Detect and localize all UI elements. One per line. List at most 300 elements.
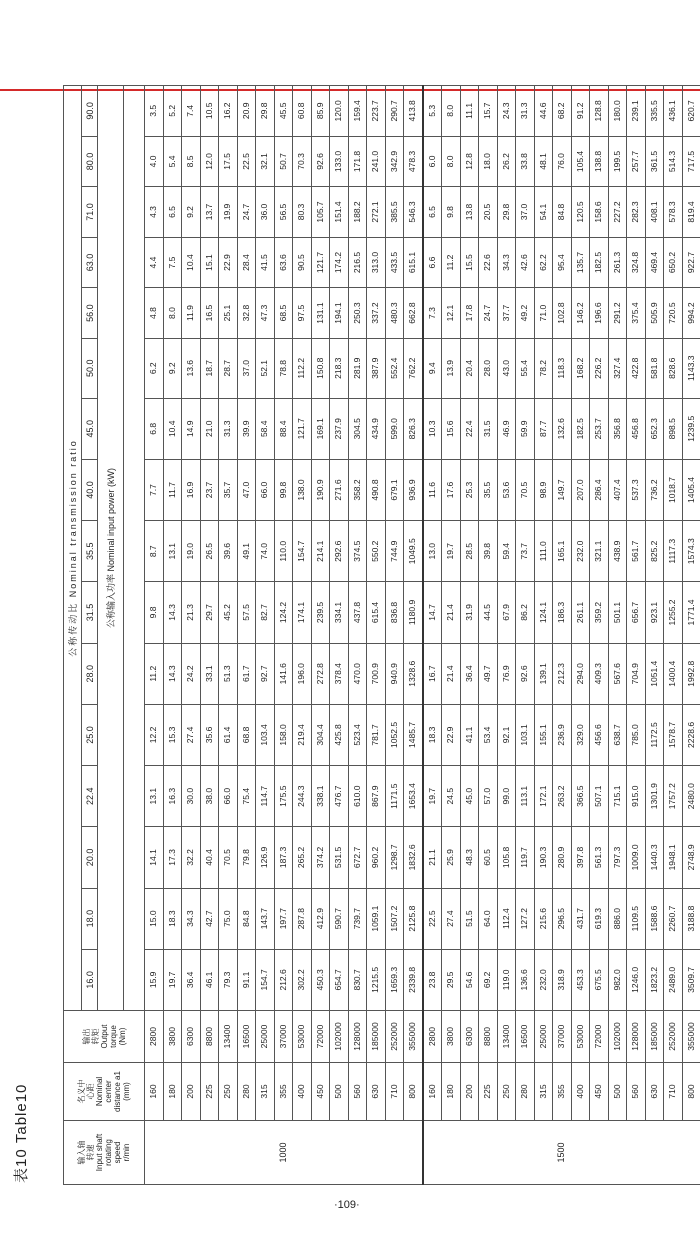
- power-value-cell: 12.8: [460, 136, 479, 187]
- power-value-cell: 15.9: [145, 949, 164, 1010]
- power-value-cell: 127.2: [516, 888, 535, 949]
- power-value-cell: 18.7: [200, 338, 219, 398]
- power-value-cell: 43.0: [497, 338, 516, 398]
- power-value-cell: 60.8: [293, 86, 312, 137]
- center-distance-cell: 400: [571, 1063, 590, 1121]
- power-value-cell: 281.9: [348, 338, 367, 398]
- power-value-cell: 7.3: [423, 288, 442, 339]
- power-value-cell: 2480.0: [682, 766, 700, 827]
- power-value-cell: 356.8: [608, 398, 627, 459]
- power-value-cell: 620.7: [682, 86, 700, 137]
- output-torque-cell: 37000: [553, 1011, 572, 1063]
- power-value-cell: 121.7: [293, 398, 312, 459]
- power-value-cell: 17.8: [460, 288, 479, 339]
- power-value-cell: 175.5: [274, 766, 293, 827]
- power-value-cell: 9.8: [442, 187, 461, 238]
- power-value-cell: 37.0: [516, 187, 535, 238]
- center-distance-cell: 250: [497, 1063, 516, 1121]
- power-value-cell: 227.2: [608, 187, 627, 238]
- power-value-cell: 70.5: [516, 459, 535, 520]
- table-row: [664, 86, 683, 1185]
- power-value-cell: 237.9: [330, 398, 349, 459]
- power-value-cell: 16.5: [200, 288, 219, 339]
- power-value-cell: 867.9: [367, 766, 386, 827]
- power-value-cell: 128.8: [590, 86, 609, 137]
- power-value-cell: 898.5: [664, 398, 683, 459]
- page-number: ·109·: [334, 1199, 360, 1211]
- power-value-cell: 1507.2: [385, 888, 404, 949]
- header-line: rotating: [104, 1139, 113, 1166]
- table-row: [163, 86, 182, 1185]
- power-value-cell: 2228.6: [682, 704, 700, 765]
- power-value-cell: 16.2: [219, 86, 238, 137]
- power-value-cell: 71.0: [534, 288, 553, 339]
- power-value-cell: 413.8: [404, 86, 423, 137]
- output-torque-cell: 8800: [479, 1011, 498, 1063]
- output-torque-cell: 128000: [627, 1011, 646, 1063]
- power-value-cell: 79.3: [219, 949, 238, 1010]
- power-value-cell: 8.0: [442, 86, 461, 137]
- power-value-cell: 321.1: [590, 521, 609, 582]
- power-value-cell: 785.0: [627, 704, 646, 765]
- power-value-cell: 14.3: [163, 582, 182, 643]
- power-value-cell: 113.1: [516, 766, 535, 827]
- power-value-cell: 241.0: [367, 136, 386, 187]
- power-value-cell: 138.0: [293, 459, 312, 520]
- power-value-cell: 39.6: [219, 521, 238, 582]
- table-row: [404, 86, 423, 1185]
- power-value-cell: 98.9: [534, 459, 553, 520]
- power-value-cell: 4.3: [145, 187, 164, 238]
- power-value-cell: 91.1: [237, 949, 256, 1010]
- power-value-cell: 13.1: [145, 766, 164, 827]
- power-value-cell: 11.9: [182, 288, 201, 339]
- power-value-cell: 1328.6: [404, 643, 423, 704]
- output-torque-cell: 355000: [404, 1011, 423, 1063]
- power-value-cell: 6.5: [163, 187, 182, 238]
- power-value-cell: 1052.5: [385, 704, 404, 765]
- power-value-cell: 74.0: [256, 521, 275, 582]
- power-value-cell: 171.8: [348, 136, 367, 187]
- power-value-cell: 313.0: [367, 237, 386, 288]
- power-value-cell: 31.3: [219, 398, 238, 459]
- power-value-cell: 672.7: [348, 827, 367, 888]
- power-value-cell: 422.8: [627, 338, 646, 398]
- power-value-cell: 1440.3: [645, 827, 664, 888]
- power-value-cell: 830.7: [348, 949, 367, 1010]
- power-value-cell: 1653.4: [404, 766, 423, 827]
- center-distance-cell: 280: [237, 1063, 256, 1121]
- power-value-cell: 826.3: [404, 398, 423, 459]
- power-value-cell: 103.4: [256, 704, 275, 765]
- ratio-cell: 16.0: [82, 949, 98, 1010]
- power-value-cell: 49.1: [237, 521, 256, 582]
- header-line: 输入轴: [77, 1140, 86, 1165]
- table-row: [311, 86, 330, 1185]
- power-value-cell: 82.7: [256, 582, 275, 643]
- power-value-cell: 567.6: [608, 643, 627, 704]
- power-value-cell: 480.3: [385, 288, 404, 339]
- table-row: [145, 86, 164, 1185]
- power-value-cell: 112.4: [497, 888, 516, 949]
- power-value-cell: 33.1: [200, 643, 219, 704]
- power-value-cell: 111.0: [534, 521, 553, 582]
- power-value-cell: 174.1: [293, 582, 312, 643]
- power-value-cell: 87.7: [534, 398, 553, 459]
- power-value-cell: 26.5: [200, 521, 219, 582]
- power-value-cell: 26.2: [497, 136, 516, 187]
- power-value-cell: 124.2: [274, 582, 293, 643]
- power-value-cell: 10.5: [200, 86, 219, 137]
- power-value-cell: 19.7: [163, 949, 182, 1010]
- power-value-cell: 11.2: [442, 237, 461, 288]
- power-value-cell: 329.0: [571, 704, 590, 765]
- power-value-cell: 31.9: [460, 582, 479, 643]
- power-value-cell: 2125.8: [404, 888, 423, 949]
- power-value-cell: 150.8: [311, 338, 330, 398]
- power-value-cell: 819.4: [682, 187, 700, 238]
- power-value-cell: 214.1: [311, 521, 330, 582]
- power-value-cell: 92.6: [516, 643, 535, 704]
- power-value-cell: 715.1: [608, 766, 627, 827]
- ratio-cell: 45.0: [82, 398, 98, 459]
- output-torque-cell: 16500: [516, 1011, 535, 1063]
- power-value-cell: 271.6: [330, 459, 349, 520]
- power-value-cell: 92.6: [311, 136, 330, 187]
- power-value-cell: 15.0: [145, 888, 164, 949]
- center-distance-cell: 250: [219, 1063, 238, 1121]
- center-distance-cell: 710: [664, 1063, 683, 1121]
- power-value-cell: 8.0: [163, 288, 182, 339]
- power-value-cell: 1832.6: [404, 827, 423, 888]
- power-value-cell: 68.2: [553, 86, 572, 137]
- power-value-cell: 20.5: [479, 187, 498, 238]
- table-row: [348, 86, 367, 1185]
- output-torque-cell: 25000: [534, 1011, 553, 1063]
- power-value-cell: 24.7: [479, 288, 498, 339]
- power-value-cell: 294.0: [571, 643, 590, 704]
- power-value-cell: 744.9: [385, 521, 404, 582]
- power-value-cell: 45.2: [219, 582, 238, 643]
- power-value-cell: 10.4: [182, 237, 201, 288]
- power-value-cell: 53.4: [479, 704, 498, 765]
- power-value-cell: 11.6: [423, 459, 442, 520]
- power-value-cell: 654.7: [330, 949, 349, 1010]
- power-value-cell: 280.9: [553, 827, 572, 888]
- power-value-cell: 165.1: [553, 521, 572, 582]
- power-value-cell: 64.0: [479, 888, 498, 949]
- power-value-cell: 159.4: [348, 86, 367, 137]
- center-distance-cell: 500: [330, 1063, 349, 1121]
- power-value-cell: 91.2: [571, 86, 590, 137]
- power-value-cell: 438.9: [608, 521, 627, 582]
- table-row: [330, 86, 349, 1185]
- table-row: [479, 86, 498, 1185]
- power-value-cell: 168.2: [571, 338, 590, 398]
- power-value-cell: 105.4: [571, 136, 590, 187]
- power-value-cell: 18.0: [479, 136, 498, 187]
- power-value-cell: 434.9: [367, 398, 386, 459]
- center-distance-cell: 500: [608, 1063, 627, 1121]
- power-value-cell: 6.2: [145, 338, 164, 398]
- power-value-cell: 15.1: [200, 237, 219, 288]
- power-value-cell: 361.5: [645, 136, 664, 187]
- power-value-cell: 31.3: [516, 86, 535, 137]
- table-row: [645, 86, 664, 1185]
- output-torque-cell: 72000: [311, 1011, 330, 1063]
- power-value-cell: 41.5: [256, 237, 275, 288]
- power-value-cell: 92.7: [256, 643, 275, 704]
- power-value-cell: 469.4: [645, 237, 664, 288]
- power-value-cell: 514.3: [664, 136, 683, 187]
- output-torque-cell: 128000: [348, 1011, 367, 1063]
- output-torque-cell: 53000: [293, 1011, 312, 1063]
- power-value-cell: 936.9: [404, 459, 423, 520]
- center-distance-cell: 800: [682, 1063, 700, 1121]
- table-row: [256, 86, 275, 1185]
- power-value-cell: 19.7: [442, 521, 461, 582]
- power-value-cell: 40.4: [200, 827, 219, 888]
- power-value-cell: 36.4: [182, 949, 201, 1010]
- power-value-cell: 1578.7: [664, 704, 683, 765]
- power-value-cell: 922.7: [682, 237, 700, 288]
- power-value-cell: 437.8: [348, 582, 367, 643]
- power-value-cell: 21.3: [182, 582, 201, 643]
- output-torque-cell: 6300: [182, 1011, 201, 1063]
- power-value-cell: 196.6: [590, 288, 609, 339]
- table-row: [516, 86, 535, 1185]
- power-value-cell: 29.8: [497, 187, 516, 238]
- power-value-cell: 1246.0: [627, 949, 646, 1010]
- power-value-cell: 15.5: [460, 237, 479, 288]
- power-value-cell: 9.4: [423, 338, 442, 398]
- power-value-cell: 136.6: [516, 949, 535, 1010]
- power-value-cell: 290.7: [385, 86, 404, 137]
- power-value-cell: 154.7: [256, 949, 275, 1010]
- power-value-cell: 34.3: [182, 888, 201, 949]
- power-value-cell: 73.7: [516, 521, 535, 582]
- power-value-cell: 23.7: [200, 459, 219, 520]
- power-value-cell: 49.7: [479, 643, 498, 704]
- power-value-cell: 4.4: [145, 237, 164, 288]
- power-value-cell: 261.3: [608, 237, 627, 288]
- power-value-cell: 12.1: [442, 288, 461, 339]
- power-value-cell: 717.5: [682, 136, 700, 187]
- table-row: [571, 86, 590, 1185]
- power-value-cell: 207.0: [571, 459, 590, 520]
- power-value-cell: 619.3: [590, 888, 609, 949]
- power-value-cell: 85.9: [311, 86, 330, 137]
- power-value-cell: 70.5: [219, 827, 238, 888]
- power-value-cell: 14.1: [145, 827, 164, 888]
- header-line: Output: [99, 1024, 109, 1049]
- power-value-cell: 42.7: [200, 888, 219, 949]
- power-value-cell: 507.1: [590, 766, 609, 827]
- header-line: (mm): [122, 1082, 131, 1101]
- power-value-cell: 131.1: [311, 288, 330, 339]
- output-torque-cell: 53000: [571, 1011, 590, 1063]
- power-value-cell: 143.7: [256, 888, 275, 949]
- power-value-cell: 11.2: [145, 643, 164, 704]
- header-input-speed: [64, 1121, 145, 1185]
- output-torque-cell: 25000: [256, 1011, 275, 1063]
- power-value-cell: 52.1: [256, 338, 275, 398]
- power-value-cell: 940.9: [385, 643, 404, 704]
- table-header: [64, 86, 145, 1185]
- power-value-cell: 2748.9: [682, 827, 700, 888]
- ratio-cell: 31.5: [82, 582, 98, 643]
- table-row: [274, 86, 293, 1185]
- power-value-cell: 218.3: [330, 338, 349, 398]
- table-row: [497, 86, 516, 1185]
- power-value-cell: 923.1: [645, 582, 664, 643]
- center-distance-cell: 180: [442, 1063, 461, 1121]
- power-value-cell: 272.1: [367, 187, 386, 238]
- power-value-cell: 12.2: [145, 704, 164, 765]
- power-value-cell: 39.8: [479, 521, 498, 582]
- ratio-cell: 56.0: [82, 288, 98, 339]
- power-value-cell: 1049.5: [404, 521, 423, 582]
- power-value-cell: 41.1: [460, 704, 479, 765]
- power-value-cell: 412.9: [311, 888, 330, 949]
- output-torque-cell: 2800: [145, 1011, 164, 1063]
- power-value-cell: 66.0: [219, 766, 238, 827]
- power-value-cell: 21.0: [200, 398, 219, 459]
- power-value-cell: 51.3: [219, 643, 238, 704]
- power-value-cell: 1117.3: [664, 521, 683, 582]
- power-value-cell: 1009.0: [627, 827, 646, 888]
- power-value-cell: 223.7: [367, 86, 386, 137]
- output-torque-cell: 102000: [608, 1011, 627, 1063]
- power-value-cell: 4.0: [145, 136, 164, 187]
- power-value-cell: 762.2: [404, 338, 423, 398]
- power-value-cell: 14.3: [163, 643, 182, 704]
- center-distance-cell: 560: [627, 1063, 646, 1121]
- power-value-cell: 537.3: [627, 459, 646, 520]
- power-value-cell: 146.2: [571, 288, 590, 339]
- power-value-cell: 78.8: [274, 338, 293, 398]
- power-value-cell: 662.8: [404, 288, 423, 339]
- power-value-cell: 1143.3: [682, 338, 700, 398]
- power-value-cell: 13.7: [200, 187, 219, 238]
- center-distance-cell: 225: [200, 1063, 219, 1121]
- power-value-cell: 561.7: [627, 521, 646, 582]
- power-value-cell: 22.9: [219, 237, 238, 288]
- power-value-cell: 3.5: [145, 86, 164, 137]
- power-value-cell: 53.6: [497, 459, 516, 520]
- center-distance-cell: 450: [590, 1063, 609, 1121]
- power-value-cell: 650.2: [664, 237, 683, 288]
- output-torque-cell: 252000: [664, 1011, 683, 1063]
- output-torque-cell: 13400: [219, 1011, 238, 1063]
- power-value-cell: 781.7: [367, 704, 386, 765]
- output-torque-cell: 13400: [497, 1011, 516, 1063]
- power-value-cell: 19.7: [423, 766, 442, 827]
- power-value-cell: 19.9: [219, 187, 238, 238]
- power-value-cell: 25.9: [442, 827, 461, 888]
- power-value-cell: 239.1: [627, 86, 646, 137]
- power-value-cell: 704.9: [627, 643, 646, 704]
- power-value-cell: 48.3: [460, 827, 479, 888]
- power-value-cell: 190.9: [311, 459, 330, 520]
- power-value-cell: 68.8: [237, 704, 256, 765]
- power-value-cell: 29.5: [442, 949, 461, 1010]
- power-value-cell: 22.5: [423, 888, 442, 949]
- ratio-cell: 80.0: [82, 136, 98, 187]
- power-value-cell: 11.1: [460, 86, 479, 137]
- power-value-cell: 286.4: [590, 459, 609, 520]
- power-value-cell: 216.5: [348, 237, 367, 288]
- power-value-cell: 61.7: [237, 643, 256, 704]
- power-value-cell: 215.6: [534, 888, 553, 949]
- center-distance-cell: 225: [479, 1063, 498, 1121]
- power-value-cell: 20.9: [237, 86, 256, 137]
- power-value-cell: 19.0: [182, 521, 201, 582]
- power-value-cell: 739.7: [348, 888, 367, 949]
- power-value-cell: 239.5: [311, 582, 330, 643]
- power-value-cell: 436.1: [664, 86, 683, 137]
- power-value-cell: 88.4: [274, 398, 293, 459]
- power-value-cell: 54.6: [460, 949, 479, 1010]
- power-value-cell: 196.0: [293, 643, 312, 704]
- power-value-cell: 182.5: [590, 237, 609, 288]
- table-row: [385, 86, 404, 1185]
- center-distance-cell: 315: [256, 1063, 275, 1121]
- power-value-cell: 24.5: [442, 766, 461, 827]
- power-value-cell: 36.4: [460, 643, 479, 704]
- table-row: [423, 86, 442, 1185]
- power-value-cell: 16.7: [423, 643, 442, 704]
- power-value-cell: 75.4: [237, 766, 256, 827]
- header-center-distance: [64, 1063, 145, 1121]
- table-row: [182, 86, 201, 1185]
- power-value-cell: 182.5: [571, 398, 590, 459]
- table-row: [534, 86, 553, 1185]
- power-value-cell: 523.4: [348, 704, 367, 765]
- center-distance-cell: 355: [274, 1063, 293, 1121]
- power-value-cell: 119.0: [497, 949, 516, 1010]
- center-distance-cell: 800: [404, 1063, 423, 1121]
- center-distance-cell: 315: [534, 1063, 553, 1121]
- table-row: [608, 86, 627, 1185]
- power-value-cell: 63.6: [274, 237, 293, 288]
- power-value-cell: 180.0: [608, 86, 627, 137]
- power-value-cell: 9.8: [145, 582, 164, 643]
- power-value-cell: 141.6: [274, 643, 293, 704]
- power-value-cell: 15.3: [163, 704, 182, 765]
- power-value-cell: 194.1: [330, 288, 349, 339]
- power-value-cell: 581.8: [645, 338, 664, 398]
- center-distance-cell: 180: [163, 1063, 182, 1121]
- power-value-cell: 7.5: [163, 237, 182, 288]
- table-row: [237, 86, 256, 1185]
- power-value-cell: 456.8: [627, 398, 646, 459]
- power-value-cell: 76.9: [497, 643, 516, 704]
- power-value-cell: 75.0: [219, 888, 238, 949]
- power-value-cell: 505.9: [645, 288, 664, 339]
- power-value-cell: 236.9: [553, 704, 572, 765]
- power-value-cell: 28.4: [237, 237, 256, 288]
- power-value-cell: 501.1: [608, 582, 627, 643]
- power-value-cell: 638.7: [608, 704, 627, 765]
- power-value-cell: 296.5: [553, 888, 572, 949]
- power-value-cell: 28.7: [219, 338, 238, 398]
- power-value-cell: 28.5: [460, 521, 479, 582]
- power-value-cell: 1771.4: [682, 582, 700, 643]
- output-torque-cell: 2800: [423, 1011, 442, 1063]
- power-value-cell: 561.3: [590, 827, 609, 888]
- ratio-cell: 22.4: [82, 766, 98, 827]
